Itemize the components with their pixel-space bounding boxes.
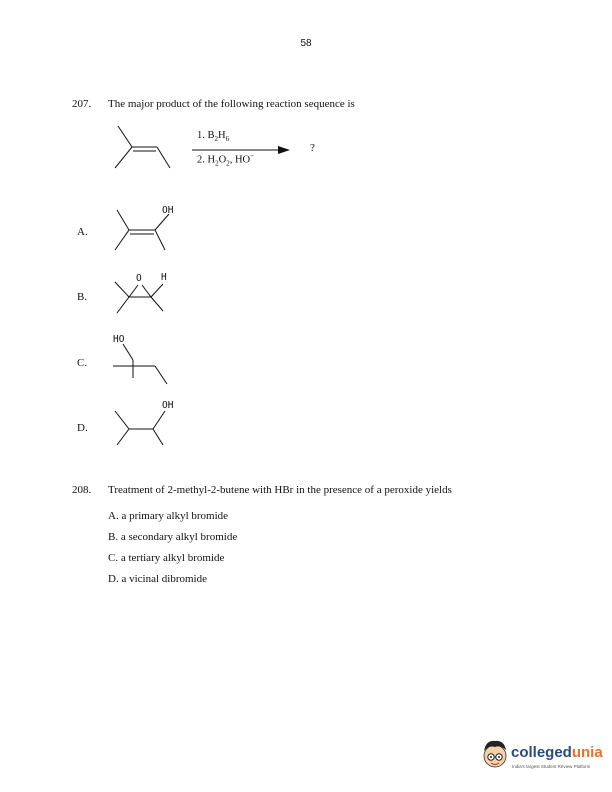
option-c-structure: [105, 330, 190, 395]
brand-mascot-icon: [480, 736, 510, 772]
reagent-step-1: 1. $B_2H_6$: [197, 130, 230, 144]
option-d-label: OH: [162, 400, 174, 411]
question-text-207: The major product of the following reaction sequence is: [108, 98, 355, 110]
choice-d-208: D. a vicinal dibromide: [108, 573, 207, 585]
option-b-structure: [105, 265, 190, 330]
question-text-208: Treatment of 2-methyl-2-butene with HBr in the presence of a peroxide yields: [108, 484, 452, 496]
brand-tagline: India's largest Student Review Platform: [512, 764, 591, 769]
choice-b-208: B. a secondary alkyl bromide: [108, 531, 238, 543]
brand-name: collegedunia: [511, 744, 603, 761]
reaction-scheme: [100, 118, 330, 178]
reagent-step-2: 2. $H_2O_2$, HO−: [197, 152, 255, 168]
option-letter-d: D.: [77, 422, 88, 434]
option-letter-b: B.: [77, 291, 88, 303]
option-letter-c: C.: [77, 357, 88, 369]
option-b-oxygen-label: O: [136, 273, 142, 284]
option-a-label: OH: [162, 205, 174, 216]
page-number: 58: [300, 38, 312, 49]
unknown-product: ?: [310, 142, 315, 154]
option-d-structure: [105, 395, 190, 460]
option-b-hydrogen-label: H: [161, 272, 167, 283]
choice-c-208: C. a tertiary alkyl bromide: [108, 552, 225, 564]
option-c-label: HO: [113, 334, 125, 345]
question-number-207: 207.: [72, 98, 92, 110]
option-a-structure: [105, 200, 190, 265]
choice-a-208: A. a primary alkyl bromide: [108, 510, 229, 522]
starting-alkene-structure: [115, 126, 170, 168]
question-number-208: 208.: [72, 484, 92, 496]
option-letter-a: A.: [77, 226, 88, 238]
